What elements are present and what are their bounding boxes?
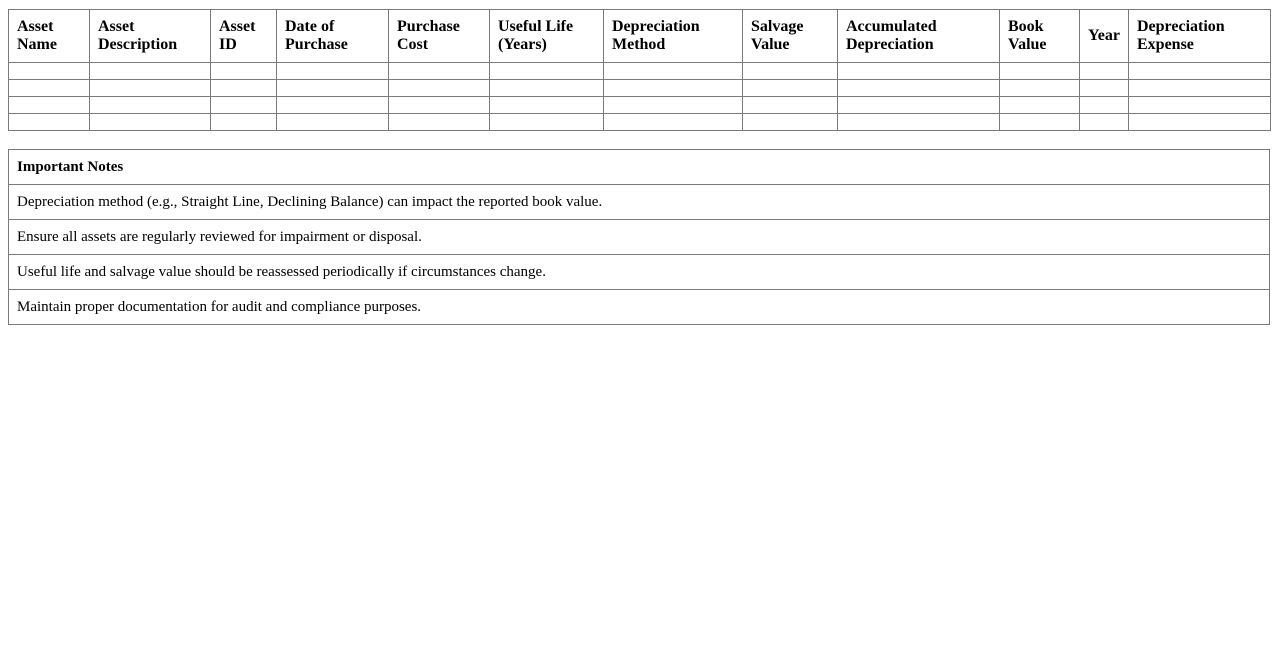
table-cell[interactable]	[490, 97, 604, 114]
header-purchase-cost: Purchase Cost	[389, 10, 490, 63]
note-row	[9, 255, 1270, 290]
asset-depreciation-table	[8, 9, 1271, 131]
important-notes-table	[8, 149, 1270, 325]
table-cell[interactable]	[90, 97, 211, 114]
table-cell[interactable]	[211, 80, 277, 97]
table-cell[interactable]	[90, 80, 211, 97]
header-asset-id: Asset ID	[211, 10, 277, 63]
table-cell[interactable]	[90, 63, 211, 80]
header-useful-life: Useful Life (Years)	[490, 10, 604, 63]
note-text: Depreciation method (e.g., Straight Line, Declining Balance) can impact the reported book value.	[9, 185, 1270, 220]
note-text: Useful life and salvage value should be reassessed periodically if circumstances change.	[9, 255, 1270, 290]
table-cell[interactable]	[389, 114, 490, 131]
table-row	[9, 80, 1271, 97]
table-row	[9, 97, 1271, 114]
table-cell[interactable]	[9, 63, 90, 80]
table-cell[interactable]	[490, 114, 604, 131]
table-cell[interactable]	[9, 97, 90, 114]
header-depreciation-method: Depreciation Method	[604, 10, 743, 63]
table-cell[interactable]	[1080, 97, 1129, 114]
table-cell[interactable]	[389, 63, 490, 80]
table-cell[interactable]	[838, 63, 1000, 80]
table-cell[interactable]	[1129, 114, 1271, 131]
note-text: Maintain proper documentation for audit and compliance purposes.	[9, 290, 1270, 325]
table-cell[interactable]	[604, 97, 743, 114]
table-cell[interactable]	[277, 114, 389, 131]
table-cell[interactable]	[604, 63, 743, 80]
table-cell[interactable]	[211, 97, 277, 114]
header-date-of-purchase: Date of Purchase	[277, 10, 389, 63]
table-cell[interactable]	[1000, 114, 1080, 131]
table-cell[interactable]	[1129, 97, 1271, 114]
table-cell[interactable]	[1000, 80, 1080, 97]
table-cell[interactable]	[90, 114, 211, 131]
table-cell[interactable]	[389, 97, 490, 114]
document-body	[8, 9, 1270, 325]
table-cell[interactable]	[389, 80, 490, 97]
notes-title: Important Notes	[9, 150, 1270, 185]
note-text: Ensure all assets are regularly reviewed for impairment or disposal.	[9, 220, 1270, 255]
table-cell[interactable]	[1129, 80, 1271, 97]
notes-header-row	[9, 150, 1270, 185]
table-cell[interactable]	[490, 63, 604, 80]
table-cell[interactable]	[604, 80, 743, 97]
table-cell[interactable]	[9, 114, 90, 131]
table-cell[interactable]	[277, 80, 389, 97]
table-header-row	[9, 10, 1271, 63]
header-asset-description: Asset Description	[90, 10, 211, 63]
note-row	[9, 290, 1270, 325]
table-cell[interactable]	[1000, 63, 1080, 80]
table-row	[9, 63, 1271, 80]
table-cell[interactable]	[743, 63, 838, 80]
table-row	[9, 114, 1271, 131]
note-row	[9, 185, 1270, 220]
table-cell[interactable]	[1080, 63, 1129, 80]
table-cell[interactable]	[1080, 80, 1129, 97]
table-cell[interactable]	[838, 97, 1000, 114]
table-cell[interactable]	[211, 63, 277, 80]
header-year: Year	[1080, 10, 1129, 63]
table-cell[interactable]	[277, 63, 389, 80]
table-cell[interactable]	[490, 80, 604, 97]
table-cell[interactable]	[1129, 63, 1271, 80]
header-accumulated-depreciation: Accumulated Depreciation	[838, 10, 1000, 63]
header-salvage-value: Salvage Value	[743, 10, 838, 63]
table-cell[interactable]	[743, 114, 838, 131]
table-cell[interactable]	[9, 80, 90, 97]
header-depreciation-expense: Depreciation Expense	[1129, 10, 1271, 63]
note-row	[9, 220, 1270, 255]
table-cell[interactable]	[838, 114, 1000, 131]
table-cell[interactable]	[838, 80, 1000, 97]
table-cell[interactable]	[1000, 97, 1080, 114]
table-cell[interactable]	[1080, 114, 1129, 131]
table-cell[interactable]	[604, 114, 743, 131]
header-asset-name: Asset Name	[9, 10, 90, 63]
table-cell[interactable]	[277, 97, 389, 114]
table-cell[interactable]	[743, 97, 838, 114]
header-book-value: Book Value	[1000, 10, 1080, 63]
table-cell[interactable]	[743, 80, 838, 97]
table-cell[interactable]	[211, 114, 277, 131]
